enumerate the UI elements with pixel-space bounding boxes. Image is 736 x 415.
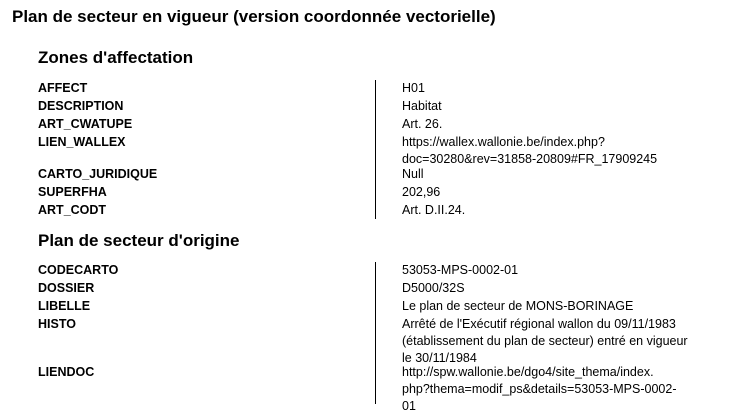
page-title: Plan de secteur en vigueur (version coordonnée vectorielle): [12, 7, 496, 26]
section-title-origine: Plan de secteur d'origine: [38, 231, 240, 250]
attribute-key: LIENDOC: [38, 365, 95, 379]
attribute-key: DESCRIPTION: [38, 99, 124, 113]
attribute-key: ART_CODT: [38, 203, 107, 217]
attribute-value: Le plan de secteur de MONS-BORINAGE: [402, 299, 634, 313]
attribute-value: Habitat: [402, 99, 442, 113]
attribute-value: Art. 26.: [402, 117, 443, 131]
liendoc-link[interactable]: http://spw.wallonie.be/dgo4/site_thema/index. php?thema=modif_ps&details=53053-MPS-0002- 01: [402, 365, 677, 413]
attribute-key: SUPERFHA: [38, 185, 107, 199]
column-divider: [375, 80, 376, 219]
attribute-key: LIEN_WALLEX: [38, 135, 126, 149]
attribute-key: CODECARTO: [38, 263, 119, 277]
attribute-value: H01: [402, 81, 425, 95]
attribute-value: Art. D.II.24.: [402, 203, 466, 217]
section-title-zones: Zones d'affectation: [38, 48, 194, 67]
attribute-key: HISTO: [38, 317, 76, 331]
attribute-key: DOSSIER: [38, 281, 95, 295]
wallex-link[interactable]: https://wallex.wallonie.be/index.php? doc=30280&rev=31858-20809#FR_17909245: [402, 135, 658, 166]
attribute-value: Arrêté de l'Exécutif régional wallon du 09/11/1983 (établissement du plan de secteur) entré en vigueur le 30/11/1984: [402, 317, 688, 365]
attribute-value: 202,96: [402, 185, 441, 199]
column-divider: [375, 262, 376, 404]
attribute-key: LIBELLE: [38, 299, 91, 313]
attribute-value: Null: [402, 167, 424, 181]
attribute-key: AFFECT: [38, 81, 88, 95]
attribute-key: ART_CWATUPE: [38, 117, 133, 131]
attribute-key: CARTO_JURIDIQUE: [38, 167, 158, 181]
attribute-value: D5000/32S: [402, 281, 465, 295]
attribute-value: 53053-MPS-0002-01: [402, 263, 519, 277]
